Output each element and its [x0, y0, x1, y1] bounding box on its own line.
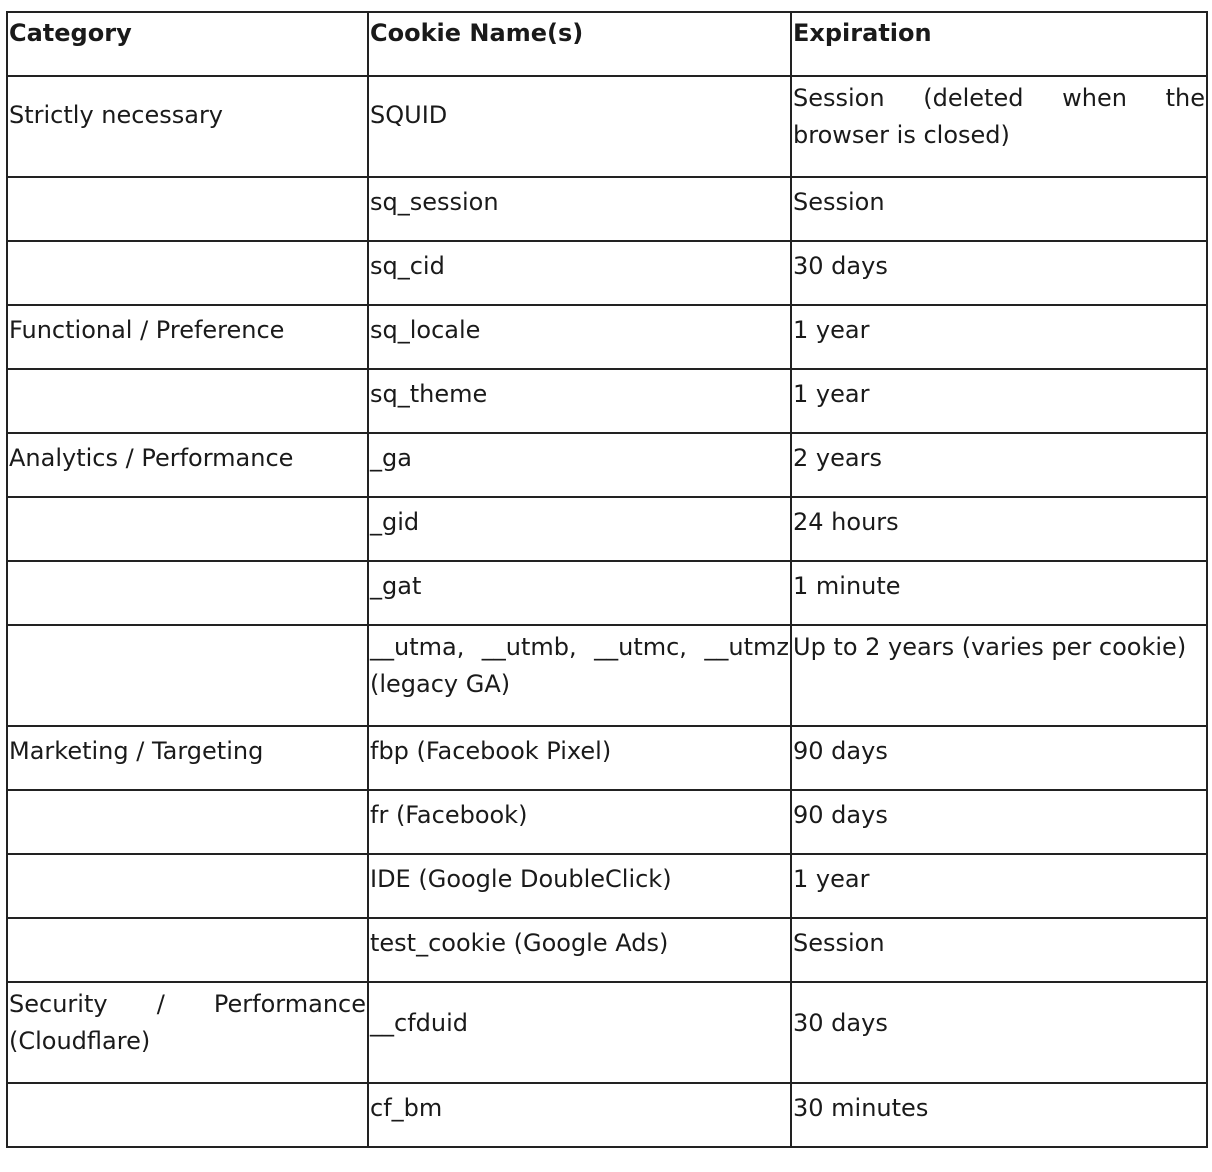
cookie-name-cell: sq_theme	[368, 369, 791, 433]
category-cell	[7, 625, 368, 726]
cookie-name-cell: fbp (Facebook Pixel)	[368, 726, 791, 790]
expiration-cell: 2 years	[791, 433, 1207, 497]
cookie-name-cell: fr (Facebook)	[368, 790, 791, 854]
table-row	[7, 625, 1207, 726]
table-row	[7, 1083, 1207, 1147]
expiration-cell: 90 days	[791, 790, 1207, 854]
table-row	[7, 726, 1207, 790]
cookie-name-cell: IDE (Google DoubleClick)	[368, 854, 791, 918]
header-category: Category	[7, 12, 368, 76]
category-cell	[7, 369, 368, 433]
table-row	[7, 561, 1207, 625]
table-row	[7, 918, 1207, 982]
expiration-cell: Session	[791, 918, 1207, 982]
cookie-name-cell: __utma, __utmb, __utmc, __utmz (legacy GA)	[368, 625, 791, 726]
table-row	[7, 177, 1207, 241]
expiration-cell: Session	[791, 177, 1207, 241]
category-cell	[7, 497, 368, 561]
cookie-name-cell: test_cookie (Google Ads)	[368, 918, 791, 982]
expiration-cell: 30 days	[791, 982, 1207, 1083]
cookie-name-cell: sq_session	[368, 177, 791, 241]
table-header-row	[7, 12, 1207, 76]
table-row	[7, 305, 1207, 369]
category-cell	[7, 1083, 368, 1147]
expiration-cell: 1 year	[791, 854, 1207, 918]
expiration-cell: Up to 2 years (varies per cookie)	[791, 625, 1207, 726]
cookie-name-cell: _ga	[368, 433, 791, 497]
category-cell	[7, 854, 368, 918]
table-row	[7, 241, 1207, 305]
table-row	[7, 497, 1207, 561]
cookie-name-cell: sq_locale	[368, 305, 791, 369]
header-cookie-names: Cookie Name(s)	[368, 12, 791, 76]
expiration-cell: 1 minute	[791, 561, 1207, 625]
category-cell	[7, 790, 368, 854]
table-row	[7, 790, 1207, 854]
cookie-name-cell: _gat	[368, 561, 791, 625]
cookie-name-cell: sq_cid	[368, 241, 791, 305]
category-cell: Functional / Preference	[7, 305, 368, 369]
category-cell	[7, 561, 368, 625]
table-row	[7, 854, 1207, 918]
expiration-cell: 24 hours	[791, 497, 1207, 561]
expiration-cell: 30 minutes	[791, 1083, 1207, 1147]
table-row	[7, 982, 1207, 1083]
category-cell: Marketing / Targeting	[7, 726, 368, 790]
expiration-cell: Session (deleted when the browser is closed)	[791, 76, 1207, 177]
header-expiration: Expiration	[791, 12, 1207, 76]
table-row	[7, 369, 1207, 433]
category-cell: Security / Performance (Cloudflare)	[7, 982, 368, 1083]
cookie-name-cell: cf_bm	[368, 1083, 791, 1147]
expiration-cell: 1 year	[791, 369, 1207, 433]
cookie-table	[6, 11, 1208, 1148]
expiration-cell: 30 days	[791, 241, 1207, 305]
table-row	[7, 76, 1207, 177]
category-cell	[7, 177, 368, 241]
cookie-name-cell: SQUID	[368, 76, 791, 177]
table-row	[7, 433, 1207, 497]
category-cell	[7, 918, 368, 982]
cookie-name-cell: _gid	[368, 497, 791, 561]
cookie-name-cell: __cfduid	[368, 982, 791, 1083]
category-cell: Analytics / Performance	[7, 433, 368, 497]
category-cell	[7, 241, 368, 305]
category-cell: Strictly necessary	[7, 76, 368, 177]
expiration-cell: 1 year	[791, 305, 1207, 369]
expiration-cell: 90 days	[791, 726, 1207, 790]
